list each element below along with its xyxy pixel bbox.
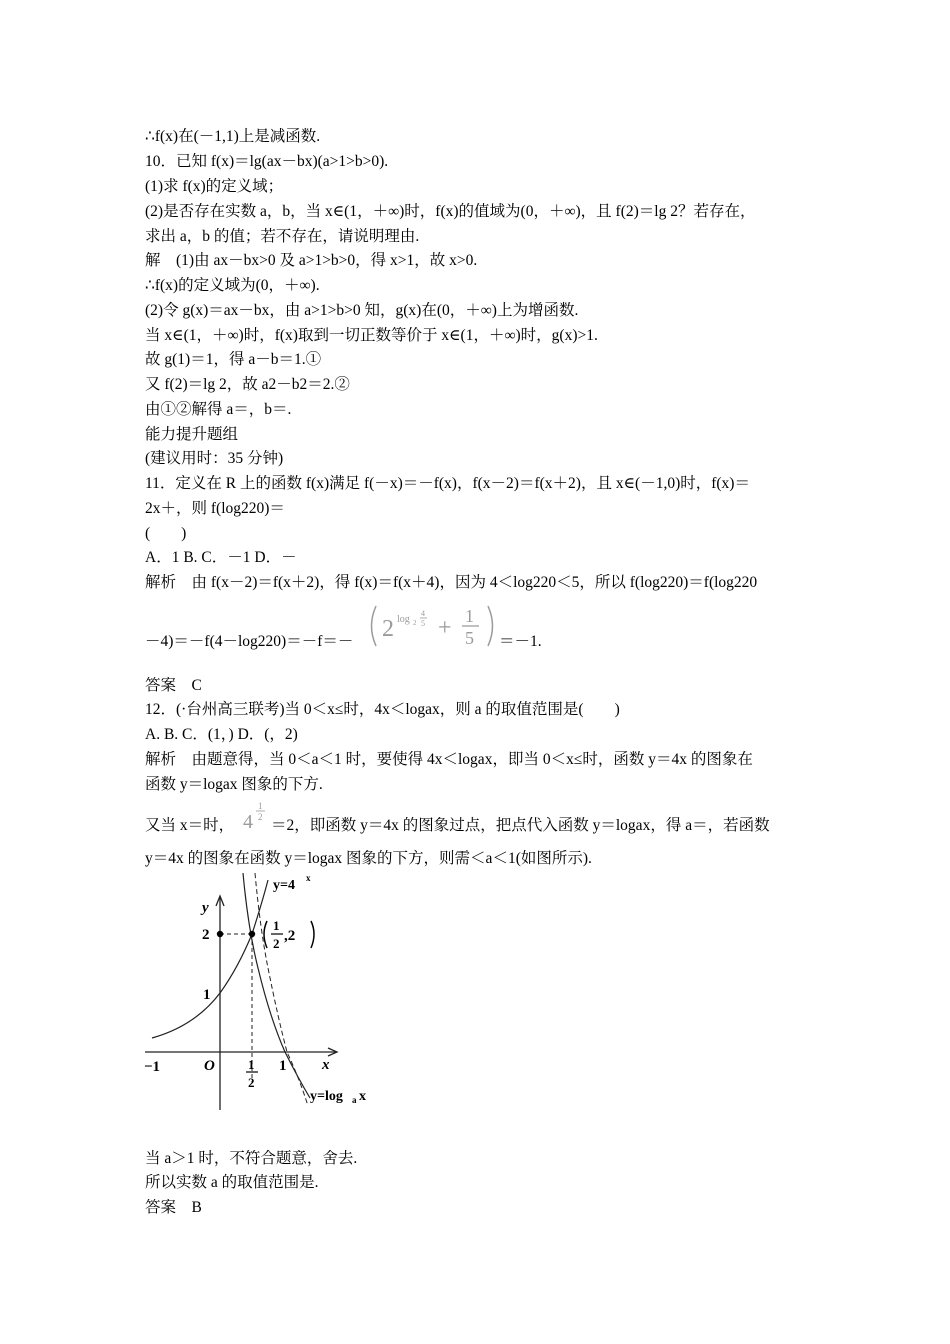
- point-on-y-axis: [217, 931, 223, 937]
- origin-label: O: [204, 1058, 215, 1074]
- problem-12-title: 12．(·台州高三联考)当 0＜x≤时，4x＜logax，则 a 的取值范围是( ): [145, 701, 620, 718]
- text-line: －4)＝－f(4－log220)＝－f＝－: [145, 633, 354, 650]
- text-line: 2x＋，则 f(log220)＝: [145, 500, 285, 517]
- tick-x-minus1: −1: [144, 1059, 161, 1075]
- curve-exp-label: y=4: [273, 878, 295, 893]
- problem-10-title: 10．已知 f(x)＝lg(ax－bx)(a>1>b>0).: [145, 153, 389, 170]
- text-line: y＝4x 的图象在函数 y＝logax 图象的下方，则需＜a＜1(如图所示).: [145, 850, 592, 867]
- text-line: 所以实数 a 的取值范围是.: [145, 1174, 319, 1191]
- formula-frac-num: 4: [421, 609, 425, 618]
- text-line: 求出 a，b 的值；若不存在，请说明理由.: [145, 228, 420, 245]
- text-line: 由①②解得 a＝，b＝.: [145, 401, 292, 418]
- text-line: ＝－1.: [499, 633, 542, 650]
- text-line: (建议用时：35 分钟): [145, 450, 284, 467]
- text-line: ∴f(x)的定义域为(0，＋∞).: [145, 277, 320, 294]
- curve-exp-sup: x: [306, 873, 311, 883]
- formula-plus: +: [438, 615, 452, 641]
- text-line: 解析 由 f(x－2)＝f(x＋2)，得 f(x)＝f(x＋4)，因为 4＜log220＜5，所以 f(log220)＝f(log220: [145, 574, 758, 591]
- formula2-exp-den: 2: [258, 812, 263, 822]
- formula2-exp-num: 1: [258, 801, 263, 811]
- formula-exp: log: [397, 614, 410, 625]
- point-label-y: ,2: [284, 928, 296, 944]
- curve-log-label: y=log: [310, 1089, 343, 1104]
- text-line: 当 x∈(1，＋∞)时，f(x)取到一切正数等价于 x∈(1，＋∞)时，g(x)>1.: [145, 327, 598, 344]
- formula-f-num: 1: [465, 606, 474, 626]
- text-line: (1)求 f(x)的定义域；: [145, 178, 284, 195]
- text-line: 解 (1)由 ax－bx>0 及 a>1>b>0，得 x>1，故 x>0.: [145, 252, 478, 269]
- text-line: 当 a＞1 时，不符合题意，舍去.: [145, 1150, 358, 1167]
- point-label-den: 2: [273, 936, 280, 951]
- tick-x-1: 1: [279, 1058, 287, 1074]
- curve-log-tail: x: [359, 1089, 366, 1104]
- y-axis-label: y: [202, 900, 209, 916]
- text-line: 函数 y＝logax 图象的下方.: [145, 776, 323, 793]
- formula-base: 2: [382, 616, 394, 642]
- text-line: 又当 x＝时，: [145, 817, 235, 834]
- exponential-curve: [152, 880, 268, 1038]
- intersection-point: [249, 931, 255, 937]
- answer-line: 答案 B: [145, 1199, 202, 1216]
- text-line: ( ): [145, 525, 187, 542]
- answer-options: A. B. C．(1，) D．(，2): [145, 726, 298, 743]
- point-label-num: 1: [273, 918, 280, 933]
- curve-log-sub: a: [352, 1095, 357, 1105]
- formula-f-den: 5: [465, 628, 474, 648]
- text-line: ∴f(x)在(－1,1)上是减函数.: [145, 128, 321, 145]
- text-line: 故 g(1)＝1，得 a－b＝1.①: [145, 351, 322, 368]
- answer-options: A．1 B. C．－1 D．－: [145, 549, 297, 566]
- tick-y-2: 2: [202, 927, 210, 943]
- problem-11-title: 11．定义在 R 上的函数 f(x)满足 f(－x)＝－f(x)，f(x－2)＝f(x＋2)，且 x∈(－1,0)时，f(x)＝: [145, 475, 750, 492]
- x-axis-label: x: [322, 1057, 330, 1073]
- formula-image-1: [366, 602, 498, 650]
- text-line: 又 f(2)＝lg 2，故 a2－b2＝2.②: [145, 376, 350, 393]
- tick-half-num: 1: [248, 1057, 255, 1072]
- text-line: ＝2，即函数 y＝4x 的图象过点，把点代入函数 y＝logax，得 a＝，若函数: [271, 817, 770, 834]
- text-line: (2)令 g(x)＝ax－bx，由 a>1>b>0 知，g(x)在(0，＋∞)上为增函数.: [145, 302, 579, 319]
- tick-half-den: 2: [248, 1075, 255, 1090]
- answer-line: 答案 C: [145, 677, 202, 694]
- tick-y-1: 1: [203, 987, 211, 1003]
- text-line: 解析 由题意得，当 0＜a＜1 时，要使得 4x＜logax，即当 0＜x≤时，函数 y＝4x 的图象在: [145, 751, 753, 768]
- section-heading: 能力提升题组: [145, 426, 239, 443]
- text-line: (2)是否存在实数 a，b，当 x∈(1，＋∞)时，f(x)的值域为(0，＋∞)，且 f(2)＝lg 2？若存在，: [145, 203, 756, 220]
- formula-image-2: [240, 798, 270, 834]
- point-label: [264, 918, 314, 951]
- formula-sub: 2: [413, 619, 417, 627]
- formula-frac-den: 5: [421, 619, 425, 628]
- function-graph-figure: [140, 868, 380, 1113]
- formula2-base: 4: [243, 811, 253, 833]
